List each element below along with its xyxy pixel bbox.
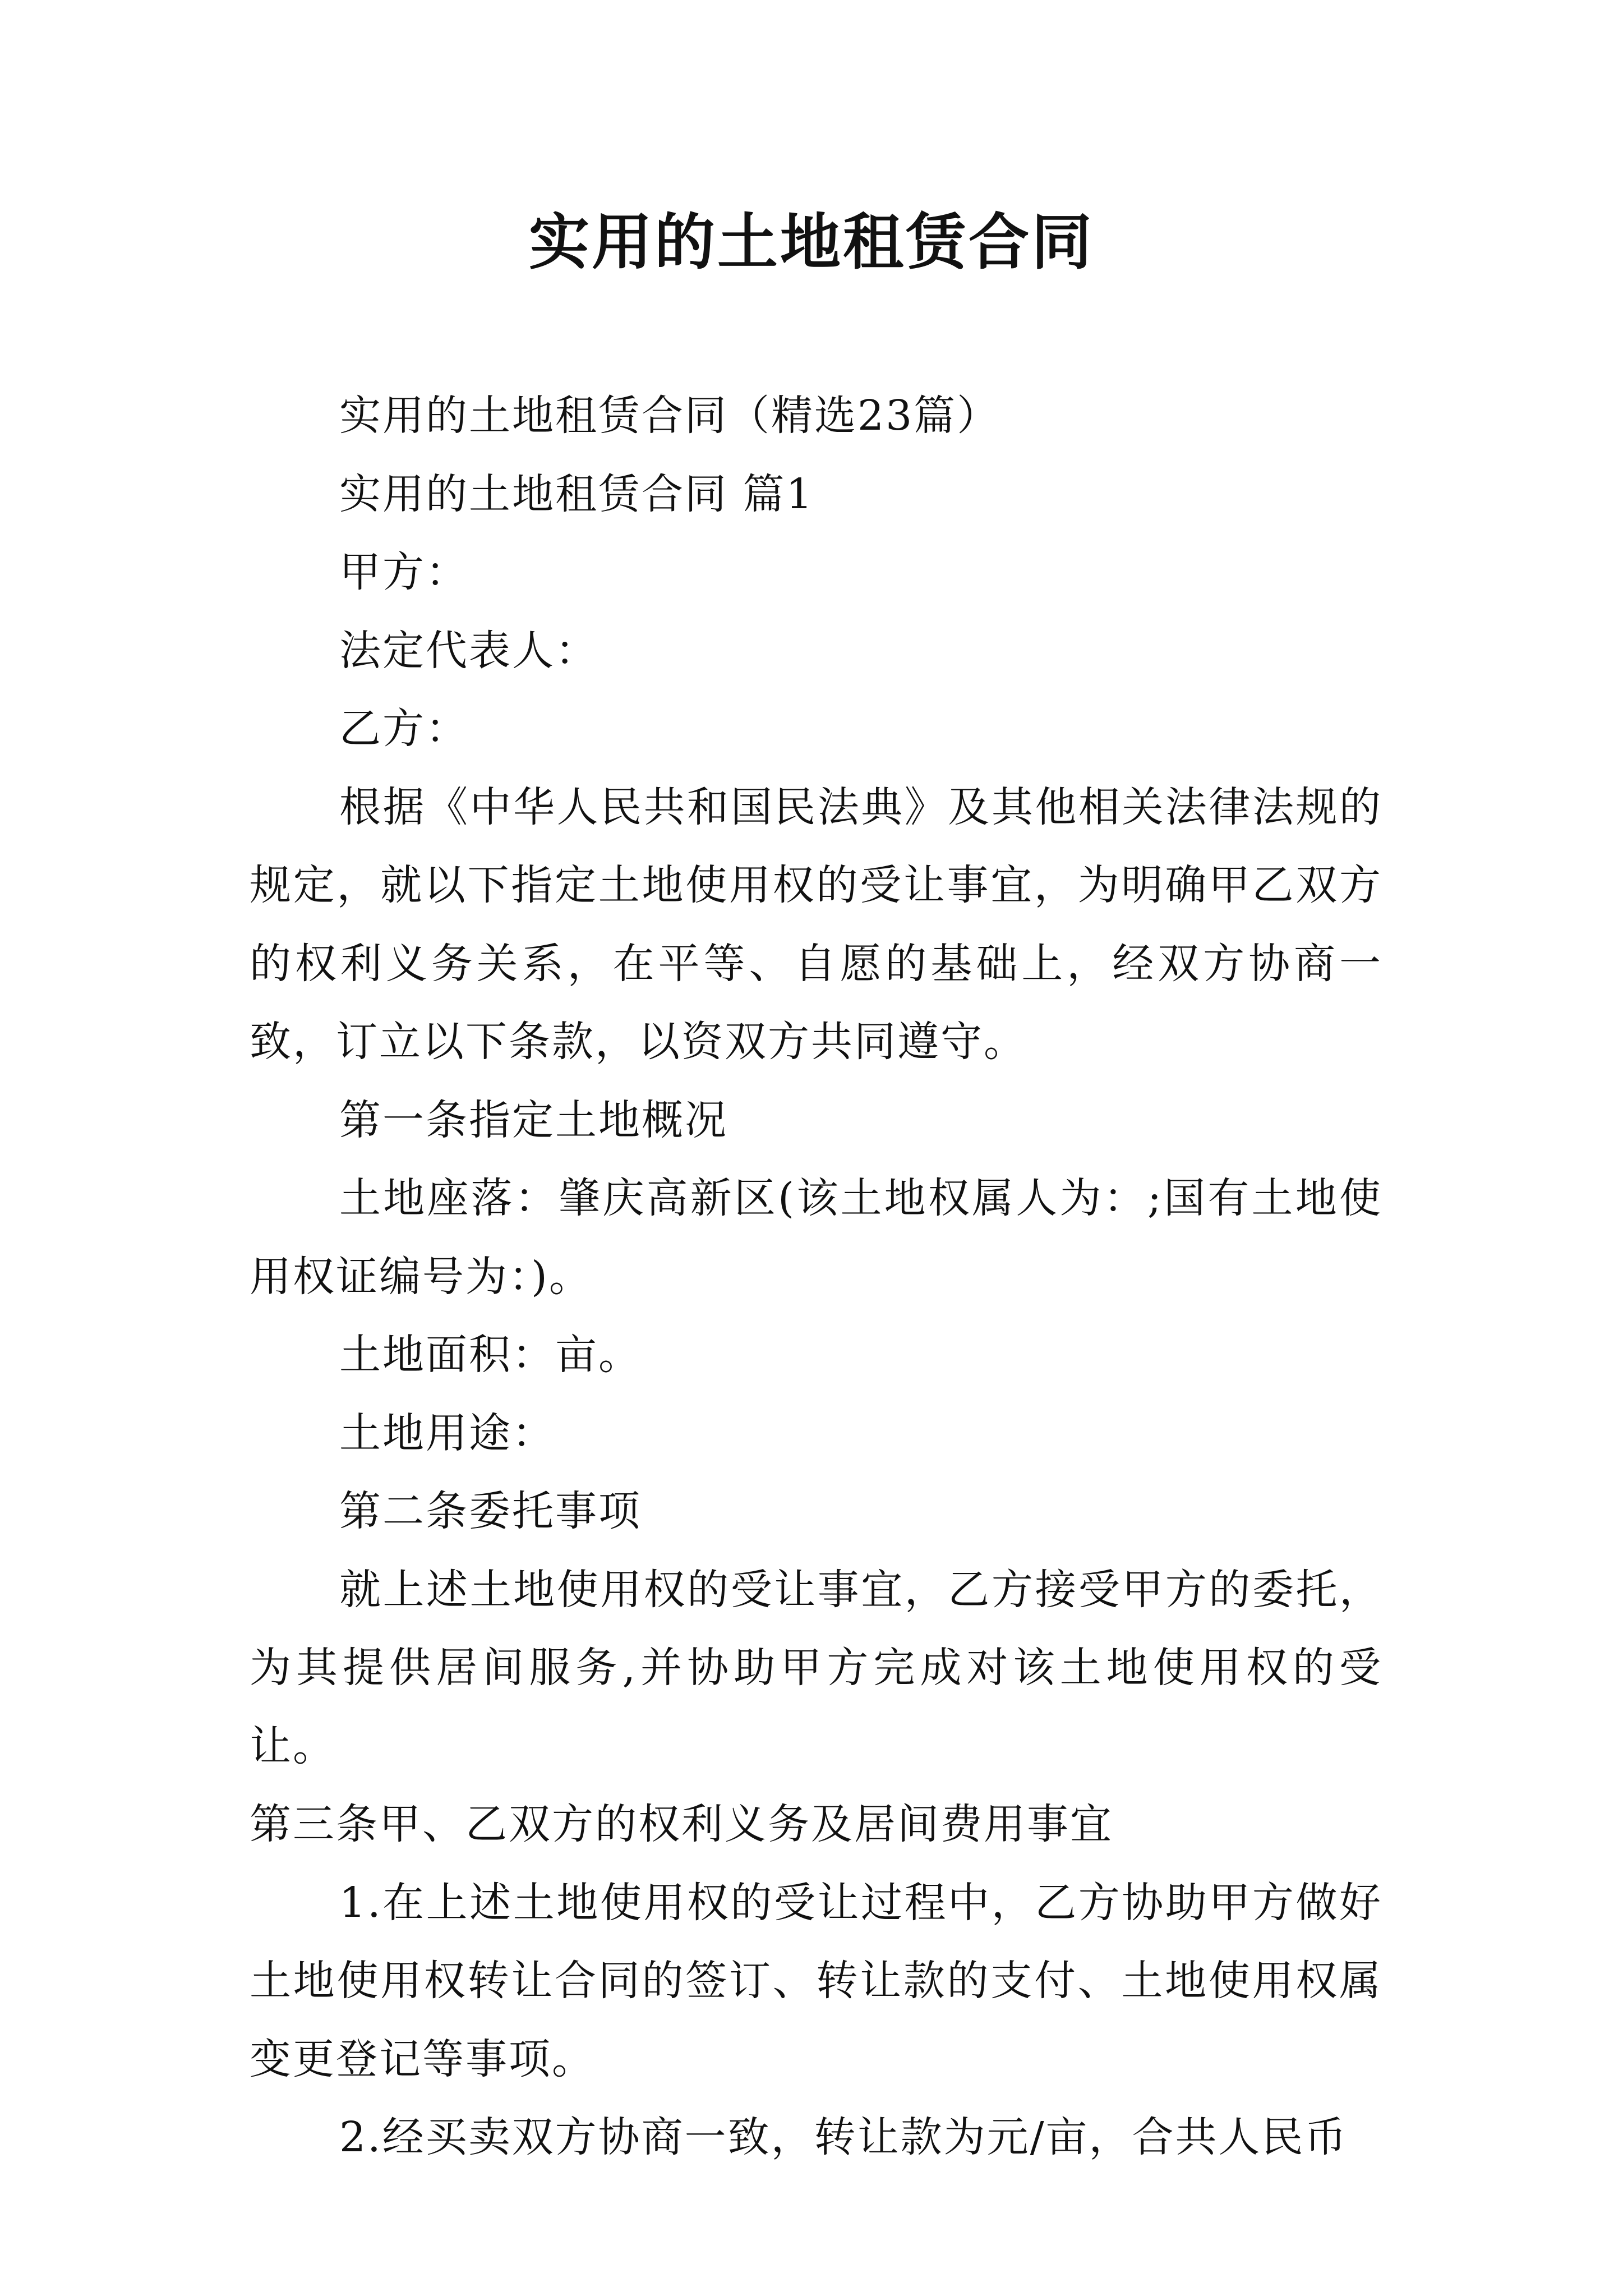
paragraph: 土地用途： <box>339 1409 555 1457</box>
paragraph: 2.经买卖双方协商一致，转让款为元/亩，合共人民币 <box>339 2113 1348 2161</box>
section-heading: 第二条委托事项 <box>339 1487 642 1535</box>
paragraph: 法定代表人： <box>339 626 598 675</box>
paragraph: 实用的土地租赁合同 篇1 <box>339 470 814 518</box>
paragraph: 根据《中华人民共和国民法典》及其他相关法律法规的规定，就以下指定土地使用权的受让事宜，为明确甲乙双方的权利义务关系，在平等、自愿的基础上，经双方协商一致，订立以下条款，以资双方共同遵守。 <box>250 783 1382 1066</box>
paragraph: 土地面积：亩。 <box>339 1331 642 1379</box>
paragraph: 1.在上述土地使用权的受让过程中，乙方协助甲方做好土地使用权转让合同的签订、转让款的支付、土地使用权属变更登记等事项。 <box>250 1878 1382 2083</box>
paragraph: 土地座落：肇庆高新区(该土地权属人为：;国有土地使用权证编号为：)。 <box>250 1174 1382 1301</box>
paragraph: 实用的土地租赁合同（精选23篇） <box>339 392 1000 440</box>
paragraph: 乙方： <box>339 705 469 753</box>
paragraph: 就上述土地使用权的受让事宜，乙方接受甲方的委托，为其提供居间服务,并协助甲方完成对该土地使用权的受让。 <box>250 1565 1382 1770</box>
section-heading: 第一条指定土地概况 <box>339 1096 728 1144</box>
paragraph: 甲方： <box>339 548 469 596</box>
section-heading: 第三条甲、乙双方的权利义务及居间费用事宜 <box>250 1800 1113 1848</box>
document-body <box>250 377 1382 2177</box>
document-title: 实用的土地租赁合同 <box>528 207 1094 278</box>
